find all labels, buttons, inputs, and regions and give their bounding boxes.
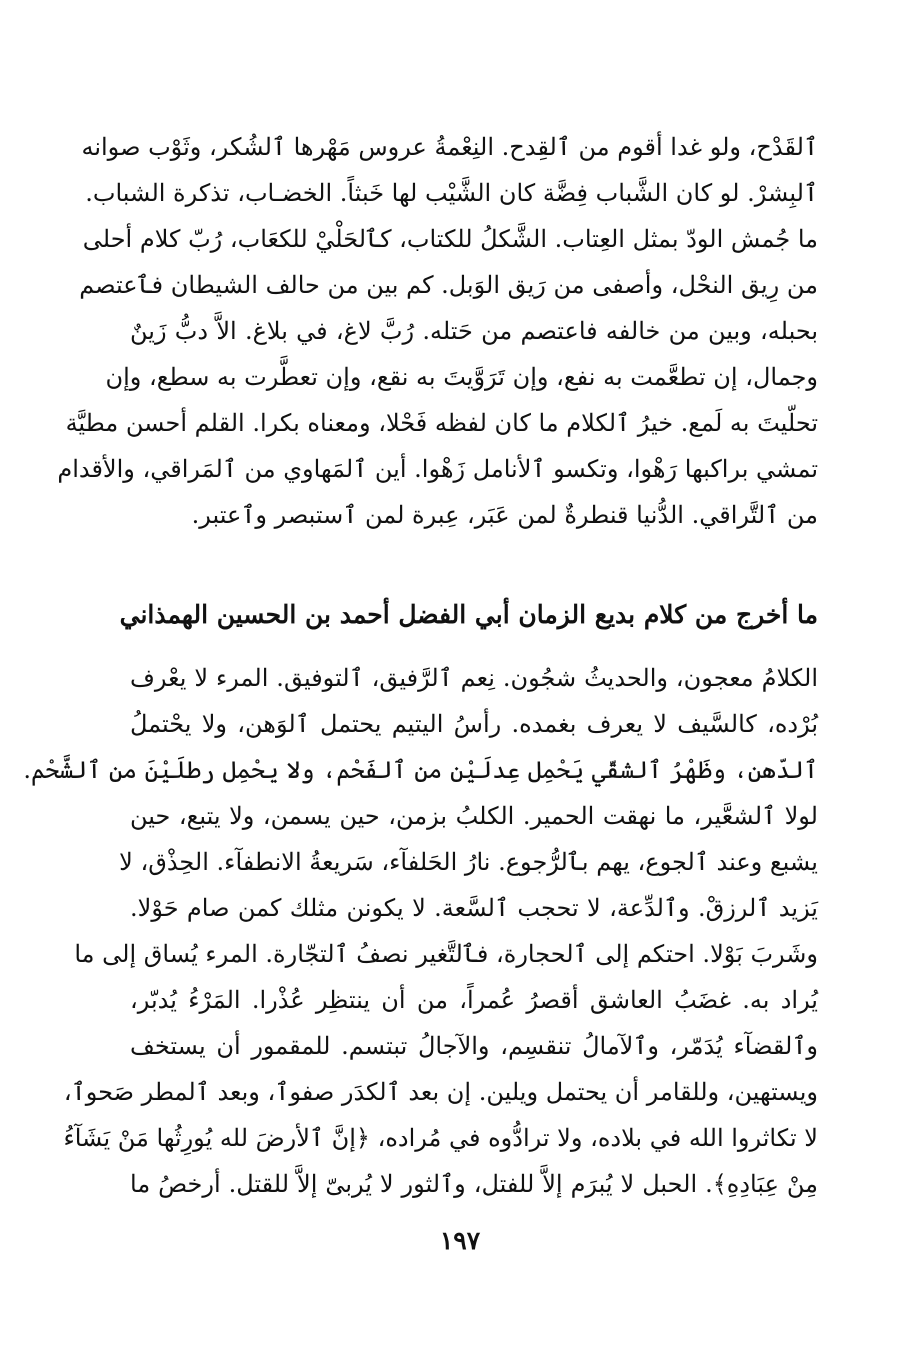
section-heading: ما أخرج من كلام بديع الزمان أبي الفضل أحمد بن الحسين الهمذاني bbox=[119, 600, 818, 629]
text-line: ٱلدّهن، وظَهْرُ ٱلشقّي يَحْمِل عِدلَيْن من ٱلفَحْم، ولا يحْمِل رطلَيْنَ من ٱلشَّحْم. bbox=[23, 756, 818, 784]
text-line: تحلّيتَ به لَمع. خيرُ ٱلكلام ما كان لفظه فَحْلا، ومعناه بكرا. القلم أحسن مطيَّة bbox=[65, 409, 818, 437]
text-line: لا تكاثروا الله في بلاده، ولا ترادُّوه في مُراده، ﴿إنَّ ٱلأرضَ لله يُورِثُها مَنْ يَشَآءُ bbox=[63, 1124, 818, 1152]
text-line: بُرْده، كالسَّيف لا يعرف بغمده. رأسُ اليتيم يحتمل ٱلوَهن، ولا يحْتملُ bbox=[130, 710, 818, 738]
text-line: ويستهين، وللقامر أن يحتمل ويلين. إن بعد ٱلكدَر صفوٱ، وبعد ٱلمطر صَحوٱ، bbox=[63, 1078, 818, 1106]
text-line: يشبع وعند ٱلجوع، يهم بٱلرُّجوع. نارُ الحَلفآء، سَريعةُ الانطفآء. الحِذْق، لا bbox=[119, 848, 818, 876]
text-line: مِنْ عِبَادِهِ﴾. الحبل لا يُبرَم إلاَّ للفتل، وٱلثور لا يُربىّ إلاَّ للقتل. أرخصُ ما bbox=[130, 1170, 818, 1198]
text-line: لولا ٱلشعَّير، ما نهقت الحمير. الكلبُ بزمن، حين يسمن، ولا يتبع، حين bbox=[130, 802, 818, 830]
text-line: تمشي براكبها رَهْوا، وتكسو ٱلأنامل زَهْوا. أين ٱلمَهاوي من ٱلمَراقي، والأقدام bbox=[57, 455, 818, 483]
text-line: يَزيد ٱلرزقْ. وٱلدِّعة، لا تحجب ٱلسَّعة. لا يكونن مثلك كمن صام حَوْلا. bbox=[130, 894, 818, 922]
text-line: وٱلقضآء يُدَمّر، وٱلآمالُ تنقسِم، والآجالُ تبتسم. للمقمور أن يستخف bbox=[130, 1032, 818, 1060]
text-line: ما جُمش الودّ بمثل العِتاب. الشَّكلُ للكتاب، كٱلحَلْيْ للكعَاب، رُبّ كلام أحلى bbox=[82, 225, 818, 253]
paragraph-badi-al-zaman bbox=[23, 655, 818, 1207]
text-line: وجمال، إن تطعَّمت به نفع، وإن تَرَوَّيتَ به نقع، وإن تعطَّرت به سطع، وإن bbox=[105, 363, 818, 391]
text-line: ٱلقَدْح، ولو غدا أقوم من ٱلقِدح. النِعْمةُ عروس مَهْرها ٱلشُكر، وثَوْب صوانه bbox=[81, 133, 818, 161]
text-line: وشَربَ بَوْلا. احتكم إلى ٱلحجارة، فٱلتَّغير نصفُ ٱلتجّارة. المرء يُساق إلى ما bbox=[74, 940, 818, 968]
text-line: يُراد به. غضَبُ العاشق أقصرُ عُمراً، من أن ينتظِر عُذْرا. المَرْءُ يُدبّر، bbox=[130, 986, 818, 1014]
text-line: من ٱلتَّراقي. الدُّنيا قنطرةٌ لمن عَبَر، عِبرة لمن ٱستبصر وٱعتبر. bbox=[191, 501, 818, 529]
text-line: ٱلبِشرْ. لو كان الشَّباب فِضَّة كان الشَّيْب لها خَبثاً. الخضـاب، تذكرة الشباب. bbox=[85, 179, 818, 207]
text-line: الكلامُ معجون، والحديثُ شجُون. نِعم ٱلرَّفيق، ٱلتوفيق. المرء لا يعْرف bbox=[130, 664, 818, 692]
page-number: ١٩٧ bbox=[439, 1226, 481, 1255]
text-line: من رِيق النحْل، وأصفى من رَيق الوَبل. كم بين من حالف الشيطان فٱعتصم bbox=[79, 271, 818, 299]
paragraph-sayings bbox=[57, 124, 818, 538]
text-line: بحبله، وبين من خالفه فاعتصم من حَتله. رُبَّ لاغ، في بلاغ. الاَّ دبُّ زَينٌ bbox=[130, 317, 818, 345]
